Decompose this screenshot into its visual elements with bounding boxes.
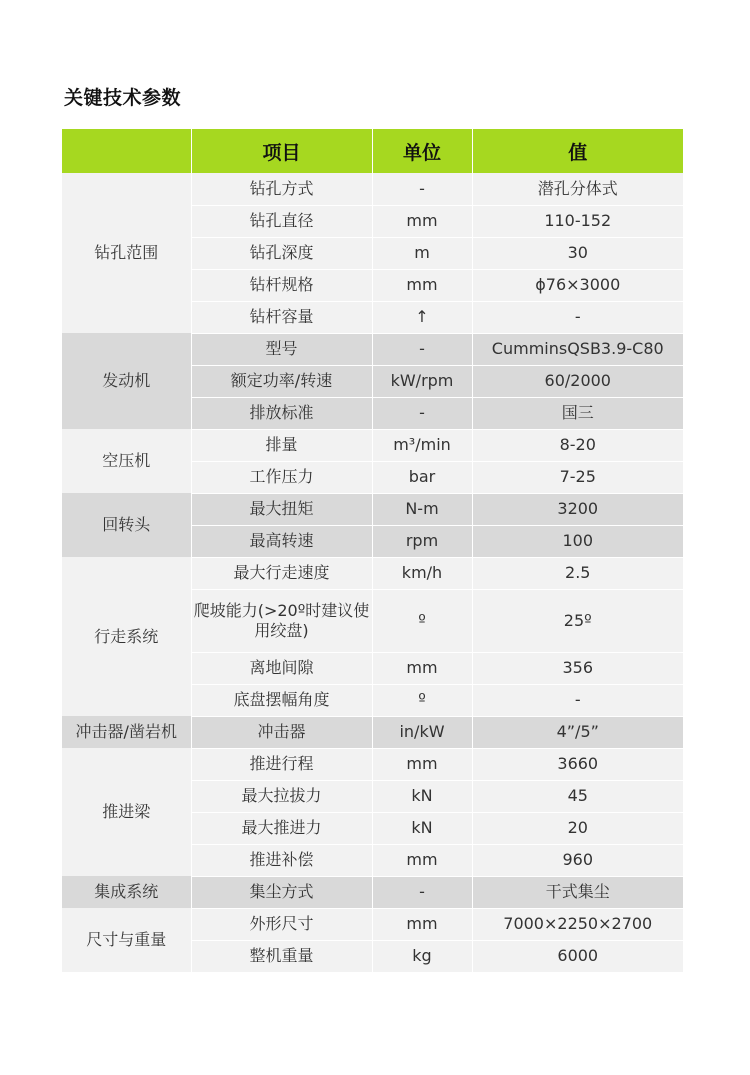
value-cell: 356 xyxy=(472,652,683,684)
value-cell: 7-25 xyxy=(472,461,683,493)
unit-cell: m xyxy=(372,237,472,269)
item-cell: 最大推进力 xyxy=(191,812,372,844)
unit-cell: mm xyxy=(372,205,472,237)
category-cell: 发动机 xyxy=(62,333,191,429)
unit-cell: º xyxy=(372,589,472,652)
unit-cell: N-m xyxy=(372,493,472,525)
value-cell: ϕ76×3000 xyxy=(472,269,683,301)
value-cell: 20 xyxy=(472,812,683,844)
item-cell: 离地间隙 xyxy=(191,652,372,684)
spec-table xyxy=(62,129,683,973)
value-cell: 7000×2250×2700 xyxy=(472,908,683,940)
table-row xyxy=(62,493,683,525)
value-cell: CumminsQSB3.9-C80 xyxy=(472,333,683,365)
header-unit: 单位 xyxy=(372,129,472,173)
item-cell: 爬坡能力(>20º时建议使用绞盘) xyxy=(191,589,372,652)
table-row xyxy=(62,876,683,908)
item-cell: 最高转速 xyxy=(191,525,372,557)
table-row xyxy=(62,748,683,780)
category-cell: 行走系统 xyxy=(62,557,191,716)
item-cell: 型号 xyxy=(191,333,372,365)
table-row xyxy=(62,429,683,461)
item-cell: 钻孔方式 xyxy=(191,173,372,205)
item-cell: 集尘方式 xyxy=(191,876,372,908)
item-cell: 钻杆规格 xyxy=(191,269,372,301)
item-cell: 钻孔深度 xyxy=(191,237,372,269)
unit-cell: kN xyxy=(372,812,472,844)
category-cell: 回转头 xyxy=(62,493,191,557)
item-cell: 冲击器 xyxy=(191,716,372,748)
value-cell: 国三 xyxy=(472,397,683,429)
unit-cell: - xyxy=(372,876,472,908)
item-cell: 工作压力 xyxy=(191,461,372,493)
value-cell: - xyxy=(472,684,683,716)
item-cell: 整机重量 xyxy=(191,940,372,972)
page-title: 关键技术参数 xyxy=(64,87,182,109)
unit-cell: mm xyxy=(372,908,472,940)
unit-cell: mm xyxy=(372,748,472,780)
value-cell: 100 xyxy=(472,525,683,557)
value-cell: 潜孔分体式 xyxy=(472,173,683,205)
unit-cell: rpm xyxy=(372,525,472,557)
item-cell: 推进行程 xyxy=(191,748,372,780)
header-value: 值 xyxy=(472,129,683,173)
value-cell: 2.5 xyxy=(472,557,683,589)
item-cell: 额定功率/转速 xyxy=(191,365,372,397)
unit-cell: mm xyxy=(372,269,472,301)
item-cell: 排量 xyxy=(191,429,372,461)
value-cell: 4”/5” xyxy=(472,716,683,748)
category-cell: 冲击器/凿岩机 xyxy=(62,716,191,748)
unit-cell: bar xyxy=(372,461,472,493)
value-cell: - xyxy=(472,301,683,333)
item-cell: 推进补偿 xyxy=(191,844,372,876)
unit-cell: mm xyxy=(372,652,472,684)
table-row xyxy=(62,908,683,940)
value-cell: 3200 xyxy=(472,493,683,525)
item-cell: 最大行走速度 xyxy=(191,557,372,589)
table-row xyxy=(62,557,683,589)
item-cell: 钻杆容量 xyxy=(191,301,372,333)
category-cell: 空压机 xyxy=(62,429,191,493)
value-cell: 8-20 xyxy=(472,429,683,461)
table-body xyxy=(62,173,683,972)
item-cell: 底盘摆幅角度 xyxy=(191,684,372,716)
value-cell: 25º xyxy=(472,589,683,652)
item-cell: 外形尺寸 xyxy=(191,908,372,940)
item-cell: 最大拉拔力 xyxy=(191,780,372,812)
unit-cell: m³/min xyxy=(372,429,472,461)
value-cell: 960 xyxy=(472,844,683,876)
unit-cell: mm xyxy=(372,844,472,876)
value-cell: 干式集尘 xyxy=(472,876,683,908)
category-cell: 推进梁 xyxy=(62,748,191,876)
value-cell: 60/2000 xyxy=(472,365,683,397)
table-row xyxy=(62,333,683,365)
unit-cell: ↑ xyxy=(372,301,472,333)
table-header xyxy=(62,129,683,173)
value-cell: 110-152 xyxy=(472,205,683,237)
item-cell: 排放标准 xyxy=(191,397,372,429)
category-cell: 集成系统 xyxy=(62,876,191,908)
table-row xyxy=(62,716,683,748)
unit-cell: kg xyxy=(372,940,472,972)
unit-cell: - xyxy=(372,333,472,365)
header-category xyxy=(62,129,191,173)
value-cell: 3660 xyxy=(472,748,683,780)
unit-cell: km/h xyxy=(372,557,472,589)
table-row xyxy=(62,173,683,205)
item-cell: 钻孔直径 xyxy=(191,205,372,237)
unit-cell: in/kW xyxy=(372,716,472,748)
category-cell: 尺寸与重量 xyxy=(62,908,191,972)
unit-cell: kW/rpm xyxy=(372,365,472,397)
value-cell: 45 xyxy=(472,780,683,812)
unit-cell: kN xyxy=(372,780,472,812)
value-cell: 6000 xyxy=(472,940,683,972)
unit-cell: º xyxy=(372,684,472,716)
category-cell: 钻孔范围 xyxy=(62,173,191,333)
header-item: 项目 xyxy=(191,129,372,173)
unit-cell: - xyxy=(372,173,472,205)
item-cell: 最大扭矩 xyxy=(191,493,372,525)
unit-cell: - xyxy=(372,397,472,429)
value-cell: 30 xyxy=(472,237,683,269)
